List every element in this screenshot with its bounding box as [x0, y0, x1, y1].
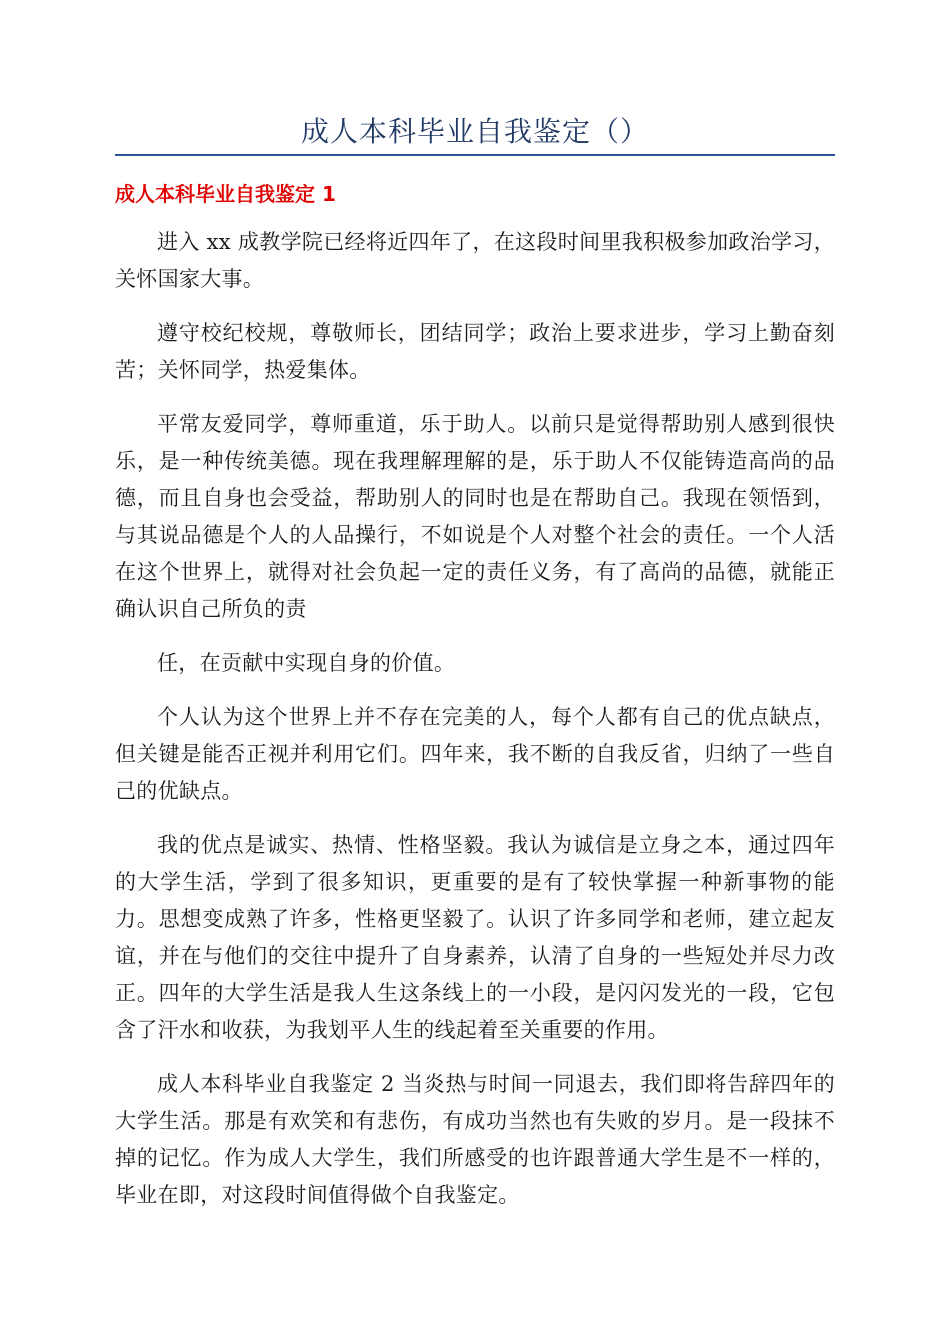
document-title: 成人本科毕业自我鉴定（） [300, 115, 649, 148]
paragraph: 任，在贡献中实现自身的价值。 [157, 651, 456, 675]
paragraph: 成人本科毕业自我鉴定 2 当炎热与时间一同退去，我们即将告辞四年的大学生活。那是有欢笑和有悲伤，有成功当然也有失败的岁月。是一段抹不掉的记忆。作为成人大学生，我们所感受的也许跟普通大学生是不一样的，毕业在即，对这段时间值得做个自我鉴定。 [115, 1072, 835, 1207]
paragraph: 遵守校纪校规，尊敬师长，团结同学；政治上要求进步，学习上勤奋刻苦；关怀同学，热爱集体。 [115, 321, 835, 382]
paragraph: 进入 xx 成教学院已经将近四年了，在这段时间里我积极参加政治学习，关怀国家大事。 [115, 230, 835, 291]
section-heading: 成人本科毕业自我鉴定 1 [115, 182, 336, 206]
title-underline [115, 154, 835, 156]
document-body [115, 224, 835, 1231]
paragraph: 我的优点是诚实、热情、性格坚毅。我认为诚信是立身之本，通过四年的大学生活，学到了很多知识，更重要的是有了较快掌握一种新事物的能力。思想变成熟了许多，性格更坚毅了。认识了许多同学和老师，建立起友谊，并在与他们的交往中提升了自身素养，认清了自身的一些短处并尽力改正。四年的大学生活是我人生这条线上的一小段，是闪闪发光的一段，它包含了汗水和收获，为我划平人生的线起着至关重要的作用。 [115, 833, 835, 1042]
paragraph: 个人认为这个世界上并不存在完美的人，每个人都有自己的优点缺点，但关键是能否正视并利用它们。四年来，我不断的自我反省，归纳了一些自己的优缺点。 [115, 705, 835, 803]
paragraph: 平常友爱同学，尊师重道，乐于助人。以前只是觉得帮助别人感到很快乐，是一种传统美德。现在我理解理解的是，乐于助人不仅能铸造高尚的品德，而且自身也会受益，帮助别人的同时也是在帮助自己。我现在领悟到，与其说品德是个人的人品操行，不如说是个人对整个社会的责任。一个人活在这个世界上，就得对社会负起一定的责任义务，有了高尚的品德，就能正确认识自己所负的责 [115, 412, 835, 621]
